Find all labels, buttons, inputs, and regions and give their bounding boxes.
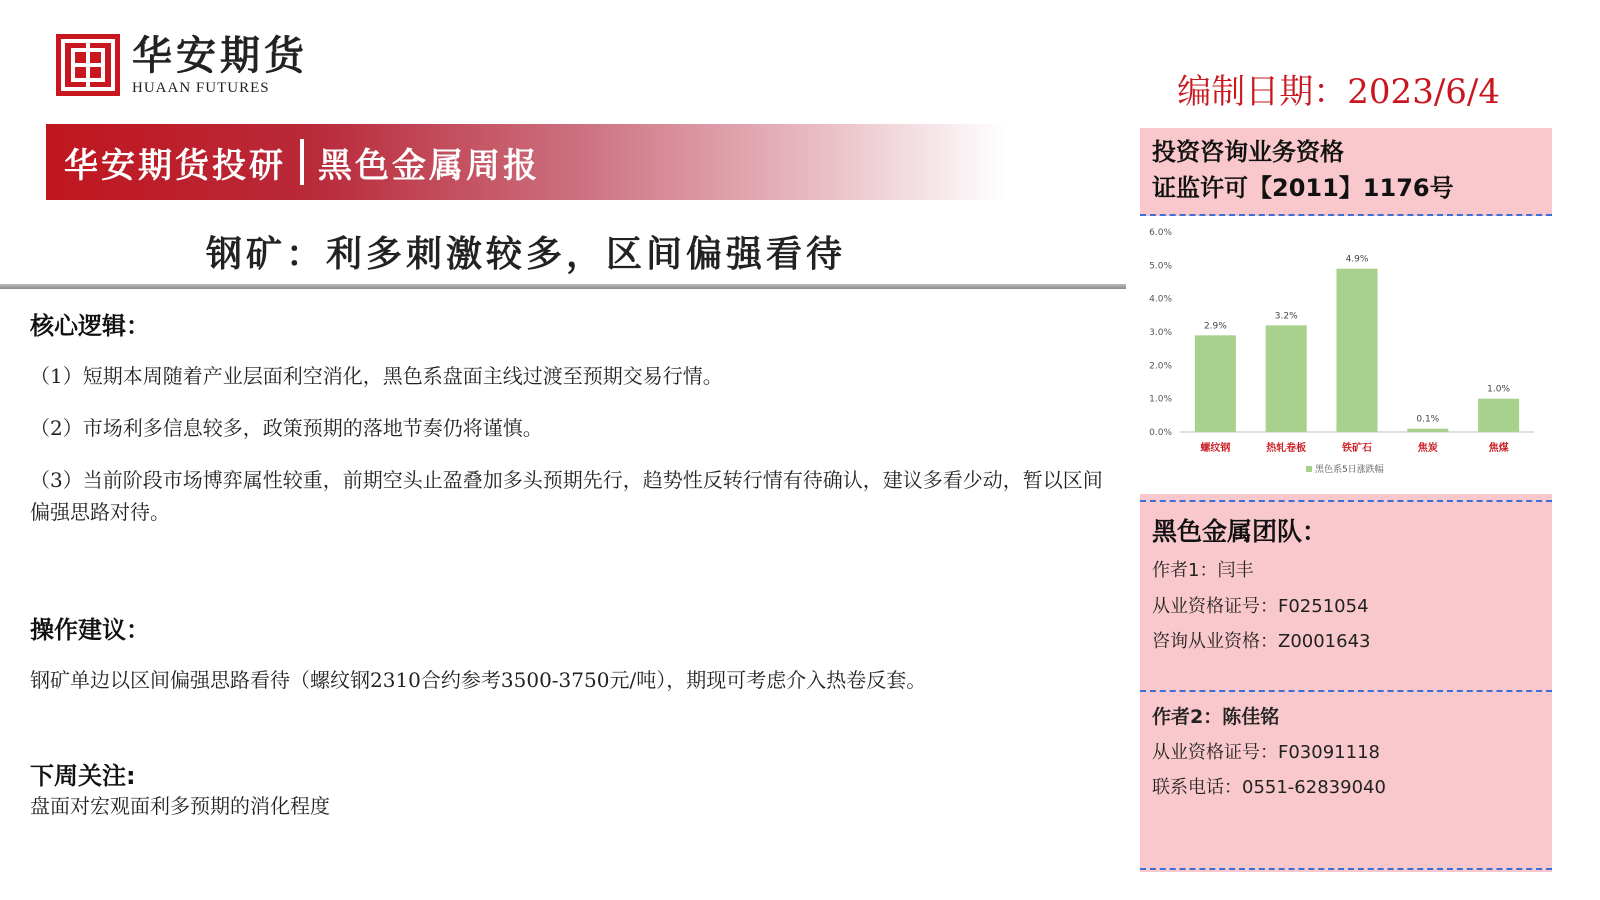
core-logic-point-2: （2）市场利多信息较多，政策预期的落地节奏仍将谨慎。: [30, 416, 543, 440]
legend-swatch: [1306, 466, 1312, 472]
x-tick-label: 螺纹钢: [1200, 443, 1231, 454]
bar: [1478, 399, 1519, 432]
y-tick-label: 0.0%: [1149, 428, 1172, 438]
data-label: 1.0%: [1487, 384, 1511, 395]
y-tick-label: 1.0%: [1149, 394, 1172, 405]
data-label: 4.9%: [1345, 254, 1369, 265]
team-title: 黑色金属团队：: [1152, 517, 1328, 546]
compile-date: 编制日期：2023/6/4: [1177, 72, 1500, 112]
logo-cn-text: 华安期货: [132, 32, 308, 79]
banner-separator: [300, 139, 304, 185]
bar: [1266, 325, 1307, 432]
y-tick-label: 6.0%: [1149, 228, 1172, 238]
banner-right-text: 黑色金属周报: [318, 145, 540, 186]
panel-divider: [1140, 868, 1552, 870]
x-tick-label: 热轧卷板: [1266, 443, 1307, 454]
qualification-line-1: 投资咨询业务资格: [1152, 138, 1344, 166]
x-tick-label: 铁矿石: [1342, 443, 1372, 454]
y-tick-label: 2.0%: [1149, 361, 1172, 372]
report-headline: 钢矿：利多刺激较多，区间偏强看待: [206, 233, 847, 275]
next-week-text: 盘面对宏观面利多预期的消化程度: [30, 794, 330, 818]
operation-text: 钢矿单边以区间偏强思路看待（螺纹钢2310合约参考3500-3750元/吨），期现可考虑介入热卷反套。: [30, 668, 927, 692]
logo-en-text: HUAAN FUTURES: [132, 80, 270, 96]
core-logic-title: 核心逻辑：: [30, 312, 150, 340]
operation-title: 操作建议：: [30, 616, 150, 644]
panel-divider: [1140, 500, 1552, 502]
chart-container: [1134, 216, 1556, 494]
y-tick-label: 4.0%: [1149, 294, 1172, 305]
bar-chart: [1134, 216, 1556, 494]
core-logic-point-1: （1）短期本周随着产业层面利空消化，黑色系盘面主线过渡至预期交易行情。: [30, 364, 723, 388]
core-logic-point-3: （3）当前阶段市场博弈属性较重，前期空头止盈叠加多头预期先行，趋势性反转行情有待确认，建议多看少动，暂以区间偏强思路对待。: [30, 468, 1103, 524]
author2-name: 作者2：陈佳铭: [1152, 706, 1280, 728]
side-panel: [1140, 128, 1552, 872]
bar: [1407, 429, 1448, 432]
author1-cert: 从业资格证号：F0251054: [1152, 596, 1369, 617]
legend-entry: 黑色系5日涨跌幅: [1315, 465, 1384, 475]
y-tick-label: 3.0%: [1149, 328, 1172, 338]
headline-divider: [0, 284, 1126, 289]
qualification-line-2: 证监许可【2011】1176号: [1152, 174, 1454, 202]
data-label: 2.9%: [1203, 321, 1227, 332]
author1-name: 作者1：闫丰: [1152, 560, 1254, 581]
logo-seal-icon: [56, 34, 120, 96]
bar: [1336, 269, 1377, 432]
author2-cert: 从业资格证号：F03091118: [1152, 742, 1380, 763]
bar: [1195, 335, 1236, 432]
data-label: 3.2%: [1274, 311, 1298, 322]
y-tick-label: 5.0%: [1149, 261, 1172, 272]
company-logo: [56, 34, 308, 97]
next-week-title: 下周关注:: [30, 762, 136, 790]
x-tick-label: 焦炭: [1417, 443, 1438, 454]
data-label: 0.1%: [1416, 414, 1440, 425]
report-banner: [46, 124, 1006, 200]
panel-divider: [1140, 690, 1552, 692]
banner-left-text: 华安期货投研: [64, 145, 286, 186]
author2-phone: 联系电话：0551-62839040: [1152, 777, 1386, 798]
author1-consult: 咨询从业资格：Z0001643: [1152, 631, 1371, 652]
x-tick-label: 焦煤: [1488, 443, 1509, 454]
